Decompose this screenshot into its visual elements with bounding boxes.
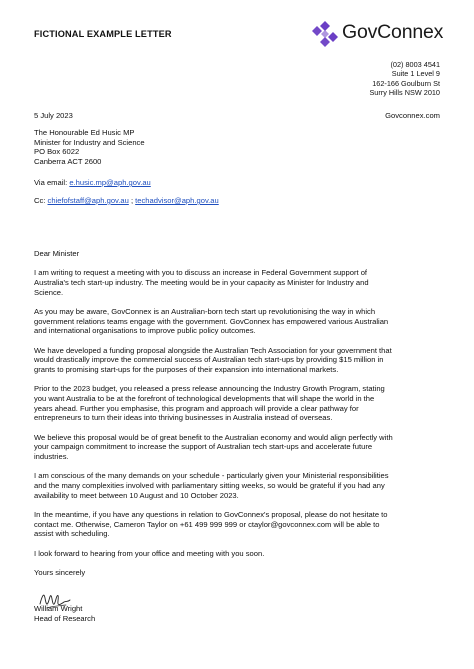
recipient-name: The Honourable Ed Husic MP [34, 128, 135, 137]
body-paragraph [34, 433, 442, 462]
cc-separator: ; [128, 196, 136, 205]
letter-body [34, 249, 442, 578]
paragraph-line: contact me. Otherwise, Cameron Taylor on +61 499 999 999 or ctaylor@govconnex.com will be able to [34, 519, 380, 529]
paragraph-line: In the meantime, if you have any questions in relation to GovConnex's proposal, please do not hesitate to [34, 509, 388, 519]
recipient-role: Minister for Industry and Science [34, 137, 145, 147]
paragraph-line: availability to meet between 10 August and 10 October 2023. [34, 490, 239, 500]
paragraph-line: We believe this proposal would be of great benefit to the Australian economy and would align perfectly with [34, 432, 393, 442]
paragraph-line: assist with scheduling. [34, 529, 110, 539]
signatory-name: William Wright [34, 604, 83, 613]
via-email-line [34, 178, 151, 188]
via-email-link[interactable]: e.husic.mp@aph.gov.au [69, 178, 151, 187]
cc-label: Cc: [34, 196, 48, 205]
sender-address-line: 162-166 Goulburn St [372, 78, 440, 88]
paragraph-line: I am writing to request a meeting with you to discuss an increase in Federal Government support of [34, 268, 368, 278]
cc-line [34, 196, 219, 206]
paragraph-line: I look forward to hearing from your office and meeting with you soon. [34, 548, 265, 558]
sender-phone: (02) 8003 4541 [390, 60, 440, 69]
sender-address-line: Surry Hills NSW 2010 [369, 87, 440, 97]
salutation: Dear Minister [34, 249, 80, 258]
paragraph-line: I am conscious of the many demands on your schedule - particularly given your Ministerial responsibilities [34, 471, 389, 481]
cc-email-link[interactable]: techadvisor@aph.gov.au [135, 196, 219, 205]
paragraph-line: and the many complexities involved with parliamentary sitting weeks, so would be grateful if you had any [34, 480, 385, 490]
body-paragraph [34, 384, 442, 423]
letter-date: 5 July 2023 [34, 111, 73, 120]
body-paragraph [34, 268, 442, 297]
paragraph-line: you want Australia to be at the forefront of technological developments that will shape the world in the [34, 393, 375, 403]
paragraph-line: grants to promising start-ups for the purposes of their expansion into international markets. [34, 364, 339, 374]
signatory-title: Head of Research [34, 614, 96, 623]
paragraph-line: Australia's tech start-up industry. The meeting would be in your capacity as Minister for Industry and [34, 278, 369, 287]
govconnex-logo [312, 20, 442, 48]
sender-website: Govconnex.com [385, 111, 440, 120]
paragraph-line: would drastically improve the commercial success of Australian tech start-ups by providing $15 million in [34, 355, 384, 365]
govconnex-logo-icon [312, 21, 338, 47]
paragraph-line: government relations teams engage with the government. GovConnex has empowered various Australian [34, 316, 389, 326]
recipient-address-line: PO Box 6022 [34, 147, 80, 156]
paragraph-line: your campaign commitment to increase the support of Australian tech start-ups and accelerate future [34, 442, 373, 452]
paragraph-line: years ahead. Further you emphasise, this program and approach will provide a clear pathway for [34, 403, 359, 413]
body-paragraph [34, 471, 442, 500]
body-paragraph [34, 307, 442, 336]
logo-wordmark: GovConnex [342, 21, 444, 43]
recipient-block [34, 128, 145, 166]
paragraph-line: Science. [34, 287, 64, 297]
body-paragraph [34, 346, 442, 375]
body-paragraph [34, 549, 442, 559]
paragraph-line: As you may be aware, GovConnex is an Australian-born tech start up revolutionising the way in which [34, 307, 376, 316]
cc-email-link[interactable]: chiefofstaff@aph.gov.au [47, 196, 129, 205]
paragraph-line: entrepreneurs to turn their ideas into thriving businesses in Australia instead of overseas. [34, 413, 333, 423]
paragraph-line: and international organisations to improve public policy outcomes. [34, 326, 256, 336]
paragraph-line: We have developed a funding proposal alongside the Australian Tech Association for your government that [34, 345, 392, 355]
recipient-address-line: Canberra ACT 2600 [34, 156, 102, 166]
body-paragraph [34, 510, 442, 539]
sender-address-line: Suite 1 Level 9 [391, 69, 440, 79]
paragraph-line: Prior to the 2023 budget, you released a press release announcing the Industry Growth Program, stating [34, 384, 385, 394]
paragraph-line: industries. [34, 451, 69, 461]
closing: Yours sincerely [34, 567, 86, 577]
sender-address [369, 60, 440, 97]
document-label: FICTIONAL EXAMPLE LETTER [34, 29, 172, 39]
via-email-label: Via email: [34, 178, 70, 187]
